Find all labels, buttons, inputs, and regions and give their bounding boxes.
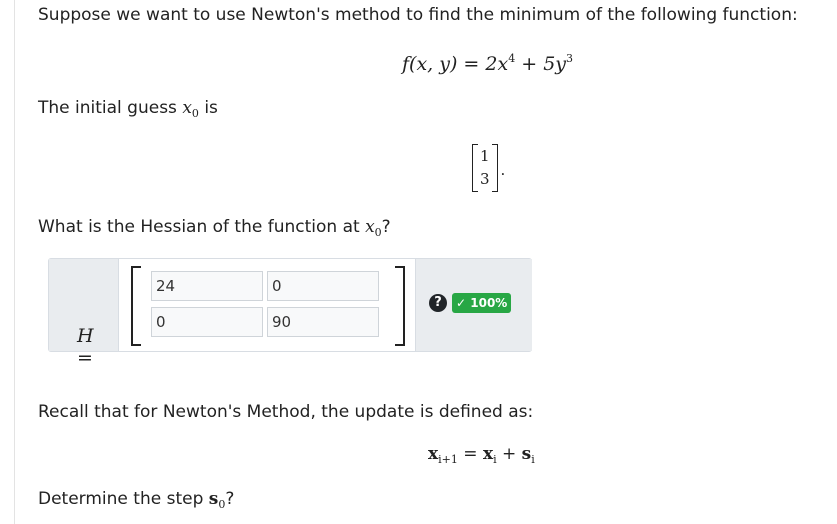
hessian-question-text [38,216,391,244]
question-circle-icon[interactable]: ? [429,294,447,312]
equals-sign: = [457,444,483,464]
hessian-answer-widget [48,258,532,369]
initial-guess-text [38,97,218,125]
vector-values [480,145,490,191]
score-badge [452,293,511,313]
function-equation [402,48,573,75]
matrix-label-box [49,259,119,369]
hessian-question-label: What is the Hessian of the function at [38,217,366,237]
update-equation [428,443,535,471]
term-2-power: 3 [566,52,574,65]
term-1: 2x [485,53,509,75]
s-current: s [521,444,532,464]
hessian-cell-1-1[interactable]: 24 [151,271,263,301]
check-icon: ✓ [456,296,467,310]
vector-value: 3 [480,170,490,188]
initial-guess-suffix: is [198,98,218,118]
function-lhs: f(x, y) [402,53,458,75]
matrix-right-bracket [395,266,405,346]
x0-var: x [365,217,375,237]
matrix-left-bracket [131,266,141,346]
hessian-cell-2-2[interactable]: 90 [267,307,379,337]
vector-right-bracket [492,144,498,192]
step-question-suffix: ? [225,489,235,509]
s0-sub: 0 [218,498,226,511]
step-question-text [38,488,234,516]
matrix-input-area [119,259,415,351]
matrix-label-text: H = [77,325,94,369]
plus-sign: + [496,444,522,464]
score-value: 100% [470,296,508,310]
left-border [14,0,15,524]
answer-status-area [415,259,532,351]
s0-var: s [208,489,219,509]
x0-vector [472,144,505,192]
intro-text: Suppose we want to use Newton's method to find the minimum of the following function: [38,5,798,25]
recall-text: Recall that for Newton's Method, the update is defined as: [38,402,534,422]
initial-guess-label: The initial guess [38,98,183,118]
vector-value: 1 [480,147,490,165]
x-current: x [482,444,494,464]
x0-sub: 0 [191,107,199,120]
hessian-cell-1-2[interactable]: 0 [267,271,379,301]
x0-var: x [182,98,192,118]
hessian-cell-2-1[interactable]: 0 [151,307,263,337]
x-current-sub: i [493,453,497,466]
plus-sign: + [515,53,544,75]
x-next: x [428,444,439,464]
equals-sign: = [457,53,486,75]
s-current-sub: i [531,453,535,466]
x-next-sub: i+1 [438,453,458,466]
hessian-question-suffix: ? [381,217,391,237]
vector-left-bracket [472,144,478,192]
x0-sub: 0 [374,226,382,239]
step-question-label: Determine the step [38,489,209,509]
term-1-power: 4 [508,52,516,65]
vector-period: . [500,161,506,179]
term-2: 5y [543,53,567,75]
